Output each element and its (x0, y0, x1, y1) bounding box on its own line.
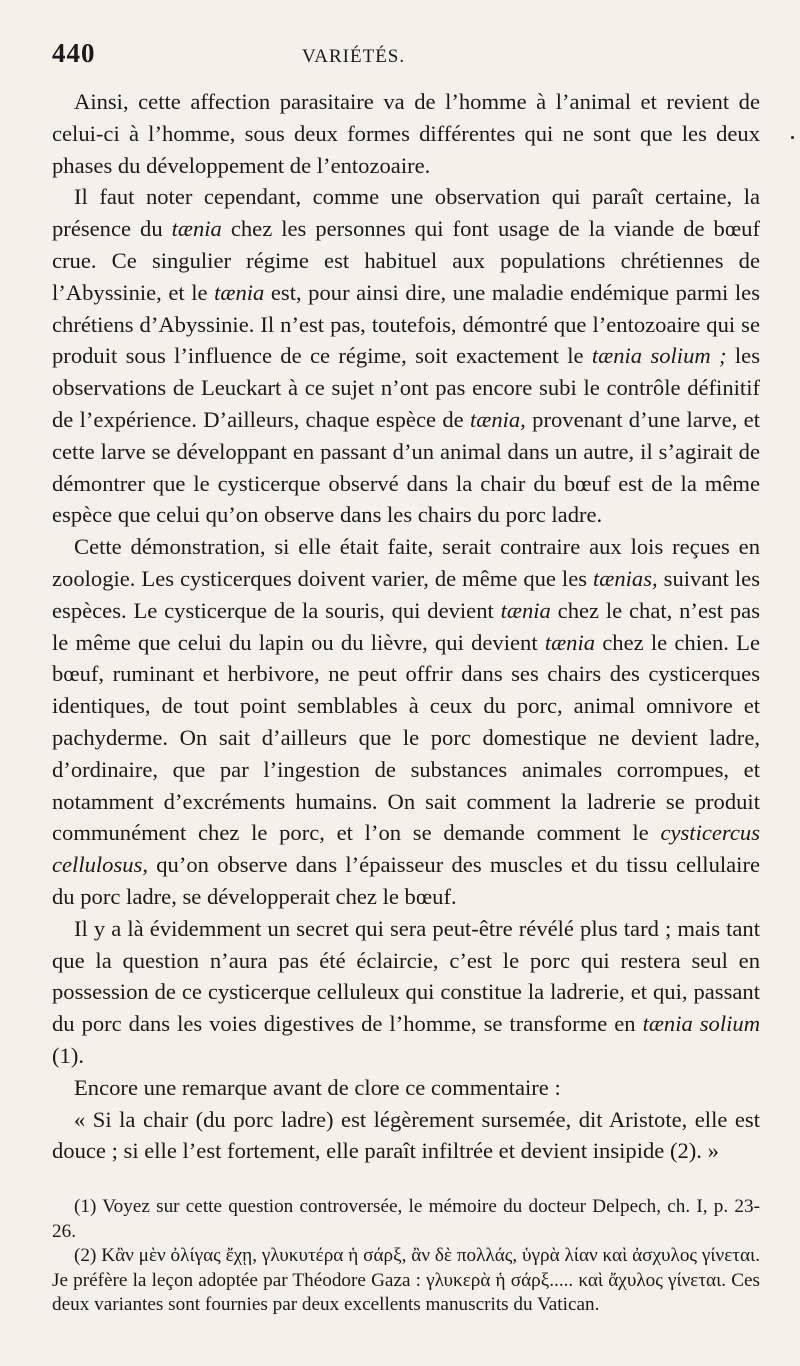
text-run: est, pour ainsi dire, une maladie endémique parmi les chrétiens d’Abyssinie. Il n’est pas, toutefois, démontré que l’entozoaire qui se produit sous l’influence de ce régime, soit exactement le (52, 279, 760, 369)
paragraph-2 (52, 181, 760, 531)
margin-speck (791, 136, 794, 139)
text-run: Cette démonstration, si elle était faite, serait contraire aux lois reçues en zoologie. Les cysticerques doivent varier, de même que les (52, 534, 760, 591)
page-header (52, 38, 760, 82)
paragraph-4 (52, 913, 760, 1072)
text-run: (1). (52, 1042, 84, 1068)
page-number: 440 (52, 38, 96, 68)
text-run: chez le chien. Le bœuf, ruminant et herbivore, ne peut offrir dans ses chairs des cysticerques identiques, de tout point semblables à ceux du porc, animal omnivore et pachyderme. On sait d’ailleurs que le porc domestique ne devient ladre, d’ordinaire, que par l’ingestion de substances animales corrompues, et notamment d’excréments humains. On sait comment la ladrerie se produit communément chez le porc, et l’on se demande comment le (52, 629, 760, 846)
running-head: VARIÉTÉS. (302, 46, 406, 67)
paragraph-3 (52, 531, 760, 913)
paragraph-6: « Si la chair (du porc ladre) est légèrement sursemée, dit Aristote, elle est douce ; si elle l’est fortement, elle paraît infiltrée et devient insipide (2). » (52, 1106, 760, 1164)
text-run: Il y a là évidemment un secret qui sera peut-être révélé plus tard ; mais tant que la question n’aura pas été éclaircie, c’est le porc qui restera seul en possession de ce cysticerque celluleux qui constitue la ladrerie, et qui, passant du porc dans les voies digestives de l’homme, se transforme en (52, 915, 760, 1037)
footnote-2: (2) Κἂν μὲν ὀλίγας ἔχῃ, γλυκυτέρα ἡ σάρξ, ἂν δὲ πολλάς, ὑγρὰ λίαν καὶ ἀσχυλος γίνεται. Je préfère la leçon adoptée par Théodore Gaza : γλυκερὰ ἡ σάρξ..... καὶ ἄχυλος γίνεται. Ces deux variantes sont fournies par deux excellents manuscrits du Vatican. (52, 1245, 760, 1316)
italic-term: tænia solium (642, 1011, 761, 1037)
text-run: Il faut noter cependant, comme une observation qui paraît certaine, la présence du (52, 184, 760, 242)
italic-term: tænia (171, 216, 222, 242)
paragraph-5: Encore une remarque avant de clore ce commentaire : (74, 1074, 561, 1100)
footnotes (52, 1195, 760, 1318)
footnote-1: (1) Voyez sur cette question controversée, le mémoire du docteur Delpech, ch. I, p. 23-26. (52, 1196, 760, 1242)
text-run: qu’on observe dans l’épaisseur des muscles et du tissu cellulaire du porc ladre, se développerait chez le bœuf. (52, 852, 760, 909)
text-run: chez le chat, n’est pas le même que celui du lapin ou du lièvre, qui devient (52, 597, 760, 655)
italic-term: tænias, (593, 565, 658, 591)
body-text (52, 86, 760, 1167)
italic-term: tænia (544, 629, 596, 655)
italic-term: tænia (214, 279, 265, 305)
italic-term: cysticercus cellulosus, (52, 820, 760, 878)
text-run: chez les personnes qui font usage de la viande de bœuf crue. Ce singulier régime est habituel aux populations chrétiennes de l’Abyssinie, et le (52, 216, 760, 305)
italic-term: tænia (500, 597, 551, 623)
paragraph-1: Ainsi, cette affection parasitaire va de l’homme à l’animal et revient de celui-ci à l’homme, sous deux formes différentes qui ne sont que les deux phases du développement de l’entozoaire. (52, 89, 760, 178)
text-run: suivant les espèces. Le cysticerque de la souris, qui devient (52, 565, 760, 623)
italic-term: tænia solium ; (591, 343, 727, 369)
text-run: les observations de Leuckart à ce sujet n’ont pas encore subi le contrôle définitif de l’expérience. D’ailleurs, chaque espèce de (52, 343, 760, 432)
text-run: provenant d’une larve, et cette larve se développant en passant d’un animal dans un autre, il s’agirait de démontrer que le cysticerque observé dans la chair du bœuf est de la même espèce que celui qu’on observe dans les chairs du porc ladre. (52, 406, 760, 528)
italic-term: tænia, (469, 406, 526, 432)
